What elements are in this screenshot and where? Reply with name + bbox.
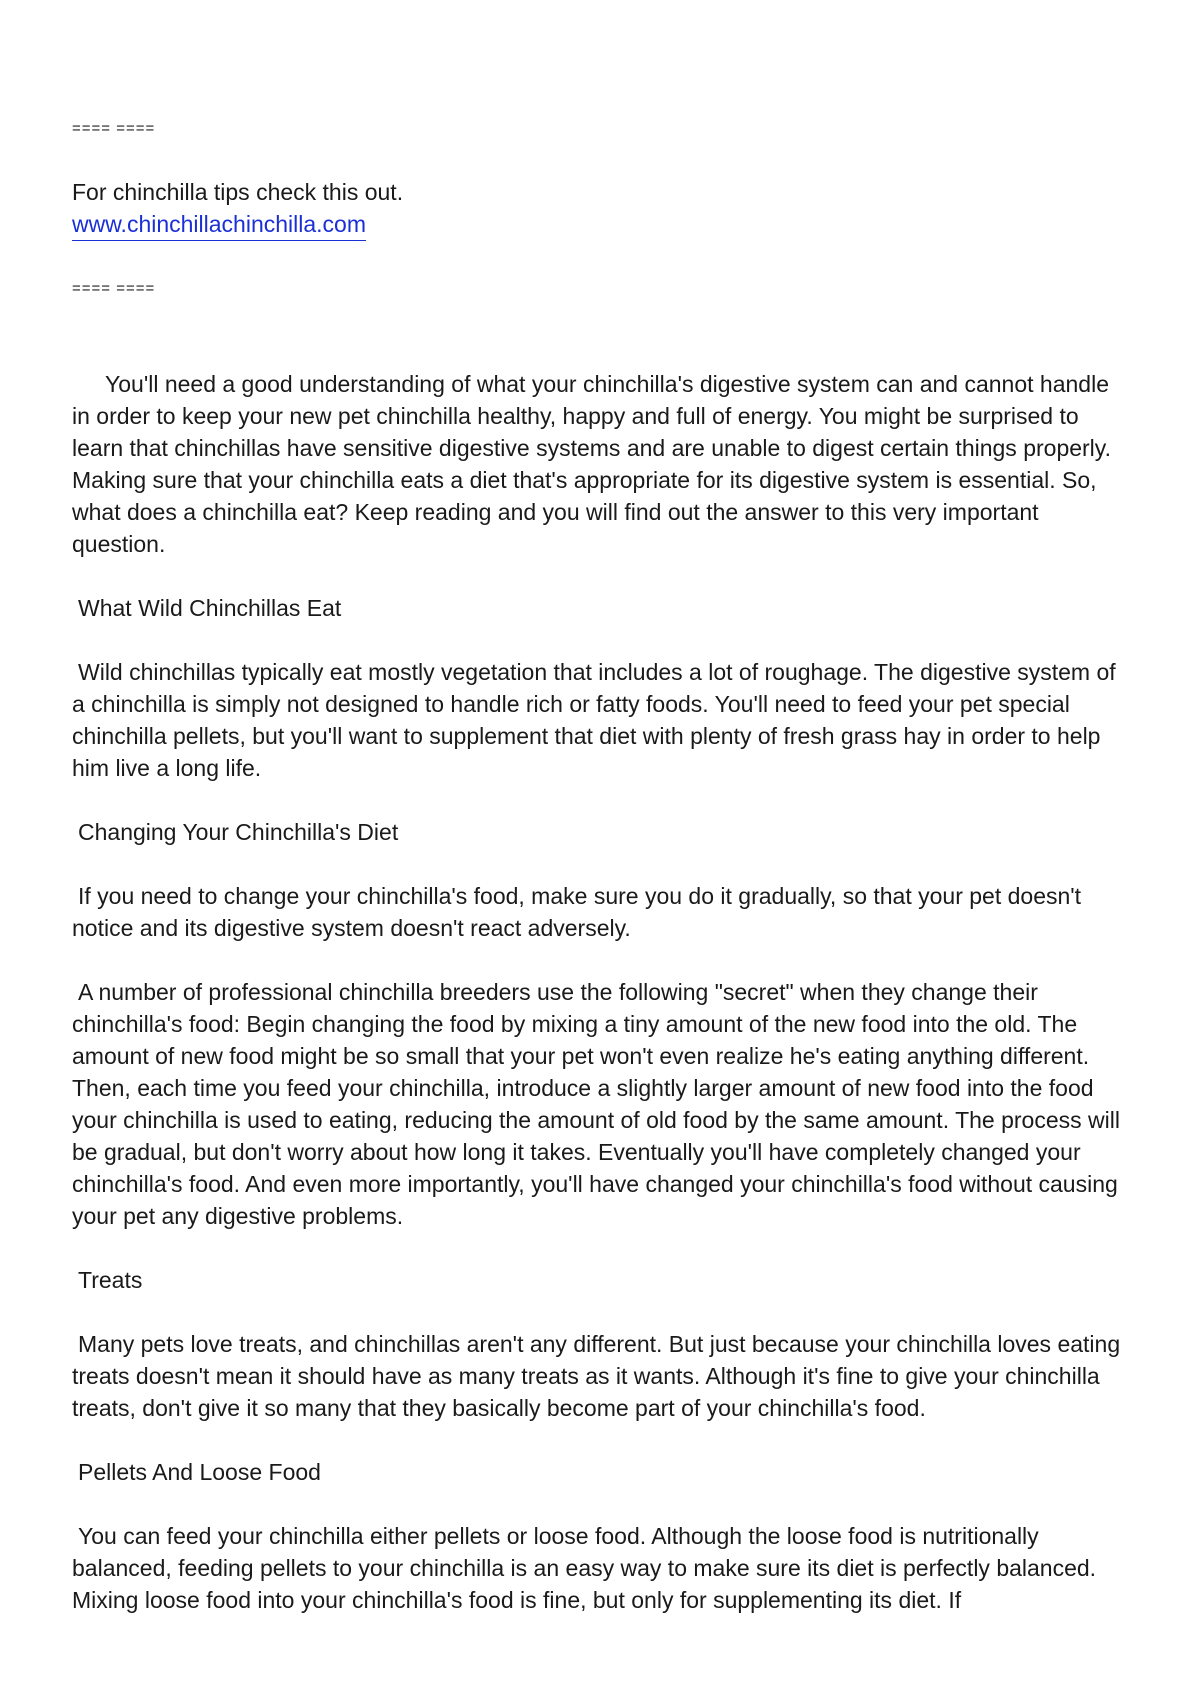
promo-link[interactable]: www.chinchillachinchilla.com <box>72 208 366 241</box>
paragraph-changing-2: A number of professional chinchilla breeders use the following "secret" when they change their chinchilla's food: Begin changing the food by mixing a tiny amount of the new food into the old. The amount of new food might be so small that your pet won't even realize he's eating anything different. Then, each time you feed your chinchilla, introduce a slightly larger amount of new food into the food your chinchilla is used to eating, reducing the amount of old food by the same amount. The process will be gradual, but don't worry about how long it takes. Eventually you'll have completely changed your chinchilla's food. And even more importantly, you'll have changed your chinchilla's food without causing your pet any digestive problems. <box>72 979 1120 1229</box>
paragraph-pellets: You can feed your chinchilla either pellets or loose food. Although the loose food is nutritionally balanced, feeding pellets to your chinchilla is an easy way to make sure its diet is perfectly balanced. Mixing loose food into your chinchilla's food is fine, but only for supplementing its diet. If <box>72 1523 1097 1613</box>
separator-rule-top: ==== ==== <box>72 120 156 137</box>
section-heading-wild: What Wild Chinchillas Eat <box>78 595 342 621</box>
separator-rule-bottom: ==== ==== <box>72 280 156 297</box>
promo-text: For chinchilla tips check this out. <box>72 179 404 205</box>
paragraph-wild: Wild chinchillas typically eat mostly vegetation that includes a lot of roughage. The digestive system of a chinchilla is simply not designed to handle rich or fatty foods. You'll need to feed your pet special chinchilla pellets, but you'll want to supplement that diet with plenty of fresh grass hay in order to help him live a long life. <box>72 659 1116 781</box>
section-heading-treats: Treats <box>78 1267 143 1293</box>
article-body <box>72 368 1132 1648</box>
intro-paragraph: You'll need a good understanding of what your chinchilla's digestive system can and cannot handle in order to keep your new pet chinchilla healthy, happy and full of energy. You might be surprised to learn that chinchillas have sensitive digestive systems and are unable to digest certain things properly. Making sure that your chinchilla eats a diet that's appropriate for its digestive system is essential. So, what does a chinchilla eat? Keep reading and you will find out the answer to this very important question. <box>72 371 1111 557</box>
paragraph-treats: Many pets love treats, and chinchillas aren't any different. But just because your chinchilla loves eating treats doesn't mean it should have as many treats as it wants. Although it's fine to give your chinchilla treats, don't give it so many that they basically become part of your chinchilla's food. <box>72 1331 1121 1421</box>
section-heading-changing: Changing Your Chinchilla's Diet <box>78 819 399 845</box>
section-heading-pellets: Pellets And Loose Food <box>78 1459 321 1485</box>
paragraph-changing-1: If you need to change your chinchilla's food, make sure you do it gradually, so that your pet doesn't notice and its digestive system doesn't react adversely. <box>72 883 1082 941</box>
